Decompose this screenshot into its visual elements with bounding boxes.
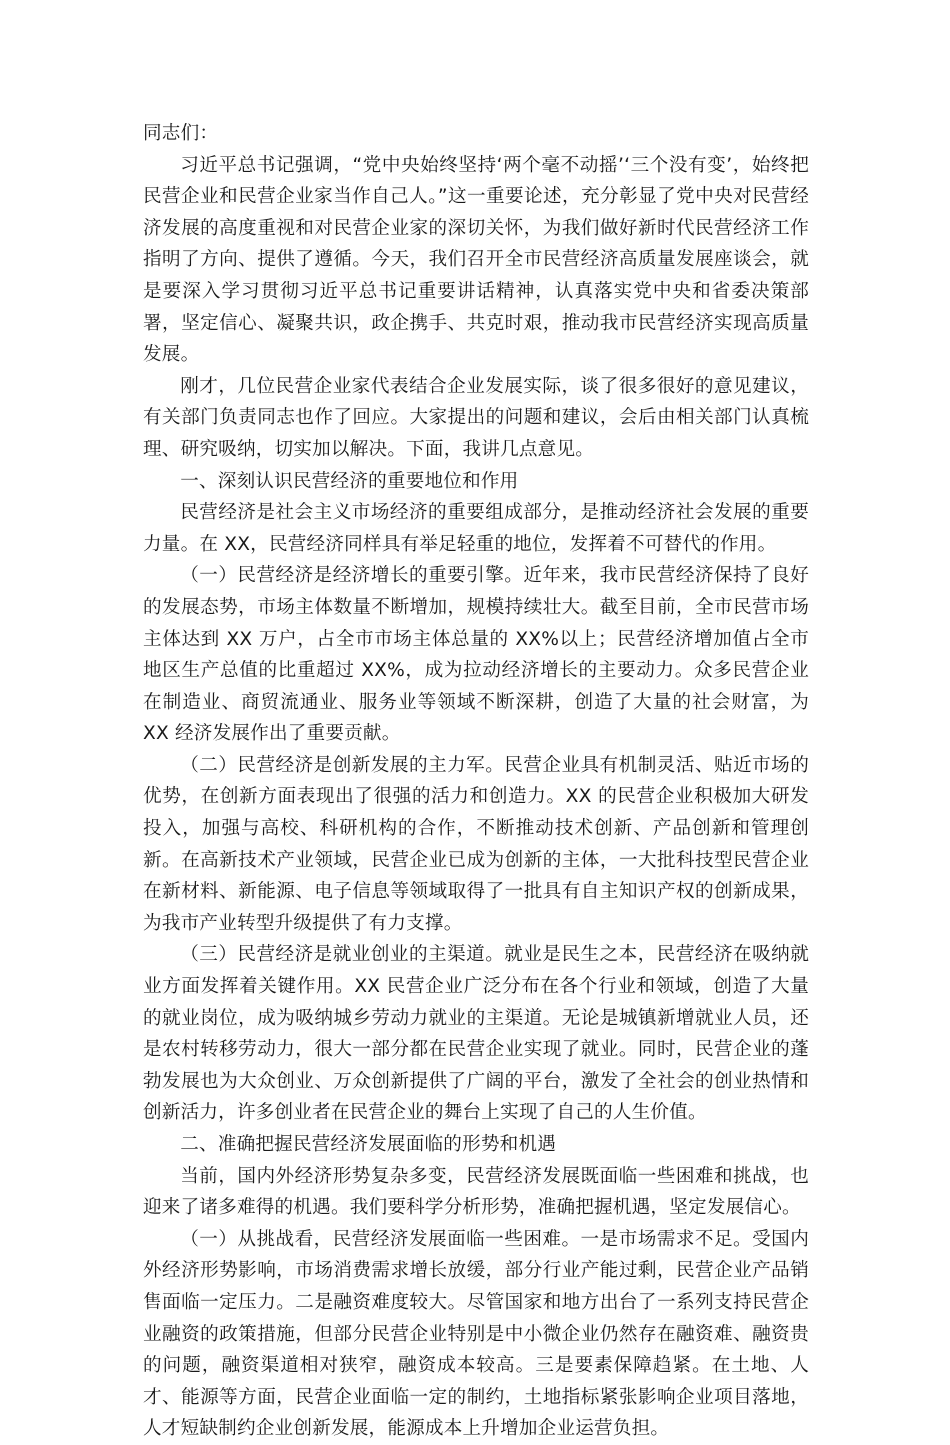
paragraph-transition: 刚才，几位民营企业家代表结合企业发展实际，谈了很多很好的意见建议，有关部门负责同志也作了回应。大家提出的问题和建议，会后由相关部门认真梳理、研究吸纳，切实加以解决。下面，我讲几点意见。 [143, 375, 809, 460]
section-heading-1: 一、深刻认识民营经济的重要地位和作用 [180, 470, 519, 492]
paragraph-opening: 习近平总书记强调，“党中央始终坚持‘两个毫不动摇’‘三个没有变’，始终把民营企业和民营企业家当作自己人。”这一重要论述，充分彰显了党中央对民营经济发展的高度重视和对民营企业家的深切关怀，为我们做好新时代民营经济工作指明了方向、提供了遵循。今天，我们召开全市民营经济高质量发展座谈会，就是要深入学习贯彻习近平总书记重要讲话精神，认真落实党中央和省委决策部署，坚定信心、凝聚共识，政企携手、共克时艰，推动我市民营经济实现高质量发展。 [143, 154, 809, 366]
document-body [143, 118, 809, 1445]
section-1-point-1: （一）民营经济是经济增长的重要引擎。近年来，我市民营经济保持了良好的发展态势，市场主体数量不断增加，规模持续壮大。截至目前，全市民营市场主体达到 XX 万户，占全市市场主体总量的 XX%以上；民营经济增加值占全市地区生产总值的比重超过 XX%，成为拉动经济增长的主要动力。众多民营企业在制造业、商贸流通业、服务业等领域不断深耕，创造了大量的社会财富，为 XX 经济发展作出了重要贡献。 [143, 565, 809, 745]
section-1-intro: 民营经济是社会主义市场经济的重要组成部分，是推动经济社会发展的重要力量。在 XX，民营经济同样具有举足轻重的地位，发挥着不可替代的作用。 [143, 502, 809, 555]
salutation: 同志们： [143, 123, 219, 144]
section-2-intro: 当前，国内外经济形势复杂多变，民营经济发展既面临一些困难和挑战，也迎来了诸多难得的机遇。我们要科学分析形势，准确把握机遇，坚定发展信心。 [143, 1165, 809, 1219]
section-1-point-2: （二）民营经济是创新发展的主力军。民营企业具有机制灵活、贴近市场的优势，在创新方面表现出了很强的活力和创造力。XX 的民营企业积极加大研发投入，加强与高校、科研机构的合作，不断推动技术创新、产品创新和管理创新。在高新技术产业领域，民营企业已成为创新的主体，一大批科技型民营企业在新材料、新能源、电子信息等领域取得了一批具有自主知识产权的创新成果，为我市产业转型升级提供了有力支撑。 [143, 754, 809, 934]
section-1-point-3: （三）民营经济是就业创业的主渠道。就业是民生之本，民营经济在吸纳就业方面发挥着关键作用。XX 民营企业广泛分布在各个行业和领域，创造了大量的就业岗位，成为吸纳城乡劳动力就业的主渠道。无论是城镇新增就业人员，还是农村转移劳动力，很大一部分都在民营企业实现了就业。同时，民营企业的蓬勃发展也为大众创业、万众创新提供了广阔的平台，激发了全社会的创业热情和创新活力，许多创业者在民营企业的舞台上实现了自己的人生价值。 [143, 944, 809, 1124]
section-2-point-1: （一）从挑战看，民营经济发展面临一些困难。一是市场需求不足。受国内外经济形势影响，市场消费需求增长放缓，部分行业产能过剩，民营企业产品销售面临一定压力。二是融资难度较大。尽管国家和地方出台了一系列支持民营企业融资的政策措施，但部分民营企业特别是中小微企业仍然存在融资难、融资贵的问题，融资渠道相对狭窄，融资成本较高。三是要素保障趋紧。在土地、人才、能源等方面，民营企业面临一定的制约，土地指标紧张影响企业项目落地，人才短缺制约企业创新发展，能源成本上升增加企业运营负担。 [143, 1228, 809, 1440]
section-heading-2: 二、准确把握民营经济发展面临的形势和机遇 [180, 1134, 557, 1155]
